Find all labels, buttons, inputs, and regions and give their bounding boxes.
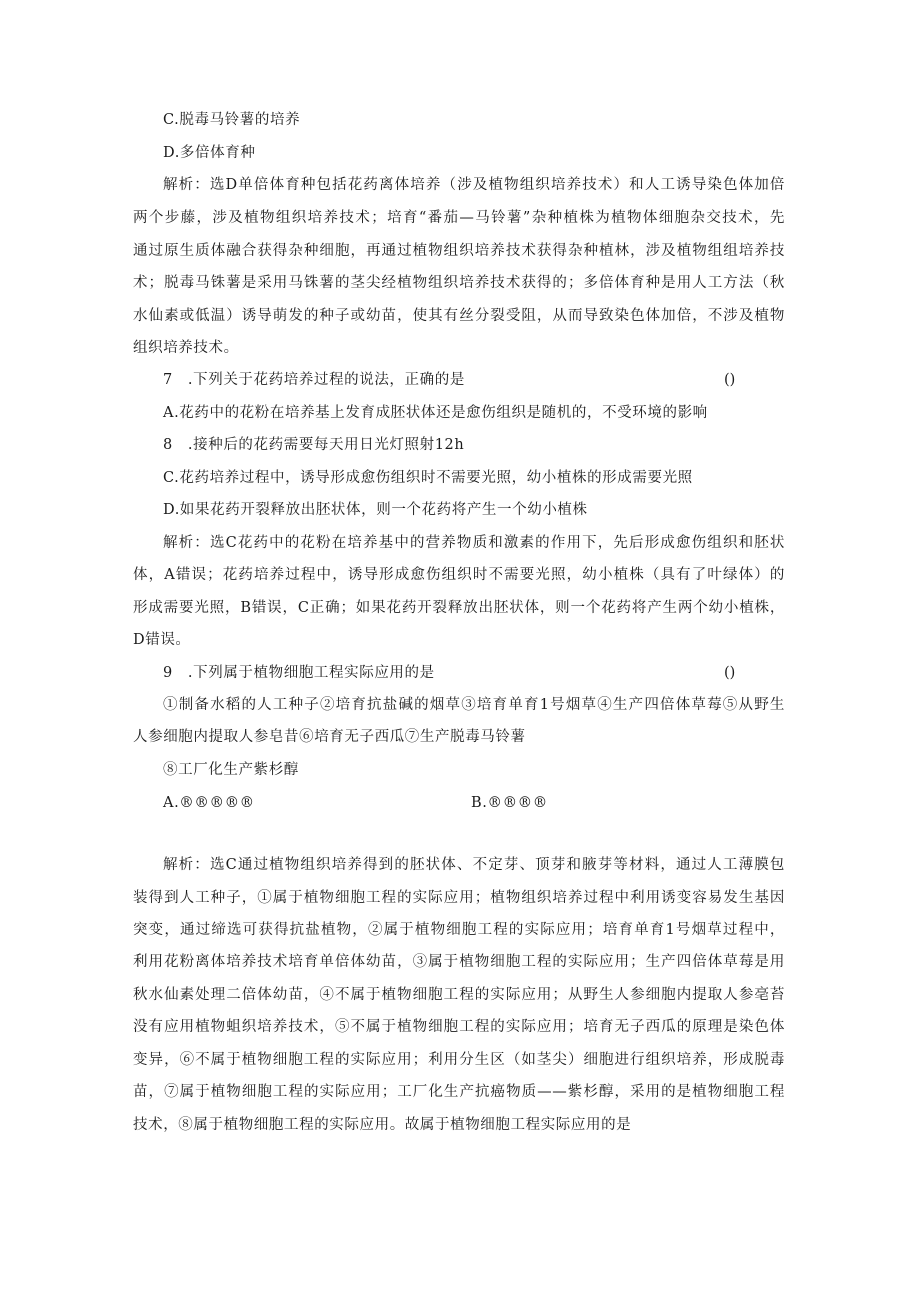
prev-option-d: D.多倍体育种 bbox=[163, 145, 256, 161]
explanation-2-line-3: 形成需要光照，B错误，C正确；如果花药开裂释放出胚状体，则一个花药将产生两个幼小植株， bbox=[133, 600, 785, 616]
question-7-option-d: D.如果花药开裂释放出胚状体，则一个花药将产生一个幼小植株 bbox=[163, 502, 588, 518]
prev-option-c: C.脱毒马铃薯的培养 bbox=[163, 112, 301, 128]
explanation-3-line-1: 解析：选C通过植物组织培养得到的胚状体、不定芽、顶芽和腋芽等材料，通过人工薄膜包 bbox=[163, 857, 785, 873]
explanation-3-line-9: 技术，⑧属于植物细胞工程的实际应用。故属于植物细胞工程实际应用的是 bbox=[133, 1117, 632, 1133]
question-9-answer-paren: () bbox=[724, 665, 736, 681]
explanation-2-line-1: 解析：选C花药中的花粉在培养基中的营养物质和激素的作用下，先后形成愈伤组织和胚状 bbox=[163, 535, 785, 551]
question-9-stem: 9 .下列属于植物细胞工程实际应用的是 bbox=[163, 665, 435, 681]
question-9-items-line-1: ①制备水稻的人工种子②培育抗盐碱的烟草③培育单育1号烟草④生产四倍体草莓⑤从野生 bbox=[163, 697, 785, 713]
question-9-option-a: A.®®®®® bbox=[163, 795, 255, 811]
explanation-3-line-7: 变异，⑥不属于植物细胞工程的实际应用；利用分生区（如茎尖）细胞进行组织培养，形成脱毒 bbox=[133, 1052, 785, 1068]
explanation-1-line-6: 组织培养技术。 bbox=[133, 340, 239, 356]
explanation-2-line-4: D错误。 bbox=[133, 632, 191, 648]
question-7-answer-paren: () bbox=[724, 372, 736, 388]
explanation-1-line-1: 解析：选D单倍体育种包括花药离体培养（涉及植物组织培养技术）和人工诱导染色体加倍 bbox=[163, 177, 785, 193]
question-7-stem: 7 .下列关于花药培养过程的说法，正确的是 bbox=[163, 372, 465, 388]
question-7-option-a: A.花药中的花粉在培养基上发育成胚状体还是愈伤组织是随机的，不受环境的影响 bbox=[163, 405, 708, 421]
explanation-3-line-5: 秋水仙素处理二倍体幼苗，④不属于植物细胞工程的实际应用；从野生人参细胞内提取人参亳苔 bbox=[133, 987, 785, 1003]
question-7-option-b: 8 .接种后的花药需要每天用日光灯照射12h bbox=[163, 437, 465, 453]
explanation-3-line-3: 突变，通过缔选可获得抗盐植物，②属于植物细胞工程的实际应用；培育单育1号烟草过程中， bbox=[133, 922, 785, 938]
explanation-3-line-6: 没有应用植物蛆织培养技术，⑤不属于植物细胞工程的实际应用；培育无子西瓜的原理是染色体 bbox=[133, 1019, 785, 1035]
explanation-1-line-2: 两个步藤，涉及植物组织培养技术；培育“番茄—马铃薯”杂种植株为植物体细胞杂交技术，先 bbox=[133, 210, 785, 226]
explanation-1-line-3: 通过原生质体融合获得杂种细胞，再通过植物组织培养技术获得杂种植林，涉及植物组组培养技 bbox=[133, 243, 785, 259]
question-9-option-b: B.®®®® bbox=[471, 795, 548, 811]
question-9-items-line-2: 人参细胞内提取人参皂昔⑥培育无子西瓜⑦生产脱毒马铃薯 bbox=[133, 729, 526, 745]
question-9-items-line-3: ⑧工厂化生产紫杉醇 bbox=[163, 762, 299, 778]
explanation-1-line-5: 水仙素或低温）诱导萌发的种子或幼苗，使其有丝分裂受阻，从而导致染色体加倍，不涉及植物 bbox=[133, 308, 785, 324]
explanation-3-line-4: 利用花粉离体培养技术培育单倍体幼苗，③属于植物细胞工程的实际应用；生产四倍体草莓是用 bbox=[133, 954, 785, 970]
explanation-2-line-2: 体，A错误；花药培养过程中，诱导形成愈伤组织时不需要光照，幼小植株（具有了叶绿体）的 bbox=[133, 567, 785, 583]
explanation-1-line-4: 术；脱毒马铢薯是采用马铢薯的茎尖经植物组织培养技术获得的；多倍体育种是用人工方法（秋 bbox=[133, 275, 785, 291]
explanation-3-line-8: 苗，⑦属于植物细胞工程的实际应用；工厂化生产抗癌物质——紫杉醇，采用的是植物细胞工程 bbox=[133, 1084, 785, 1100]
question-7-option-c: C.花药培养过程中，诱导形成愈伤组织时不需要光照，幼小植株的形成需要光照 bbox=[163, 470, 693, 486]
explanation-3-line-2: 装得到人工种子，①属于植物细胞工程的实际应用；植物组织培养过程中利用诱变容易发生基因 bbox=[133, 890, 785, 906]
